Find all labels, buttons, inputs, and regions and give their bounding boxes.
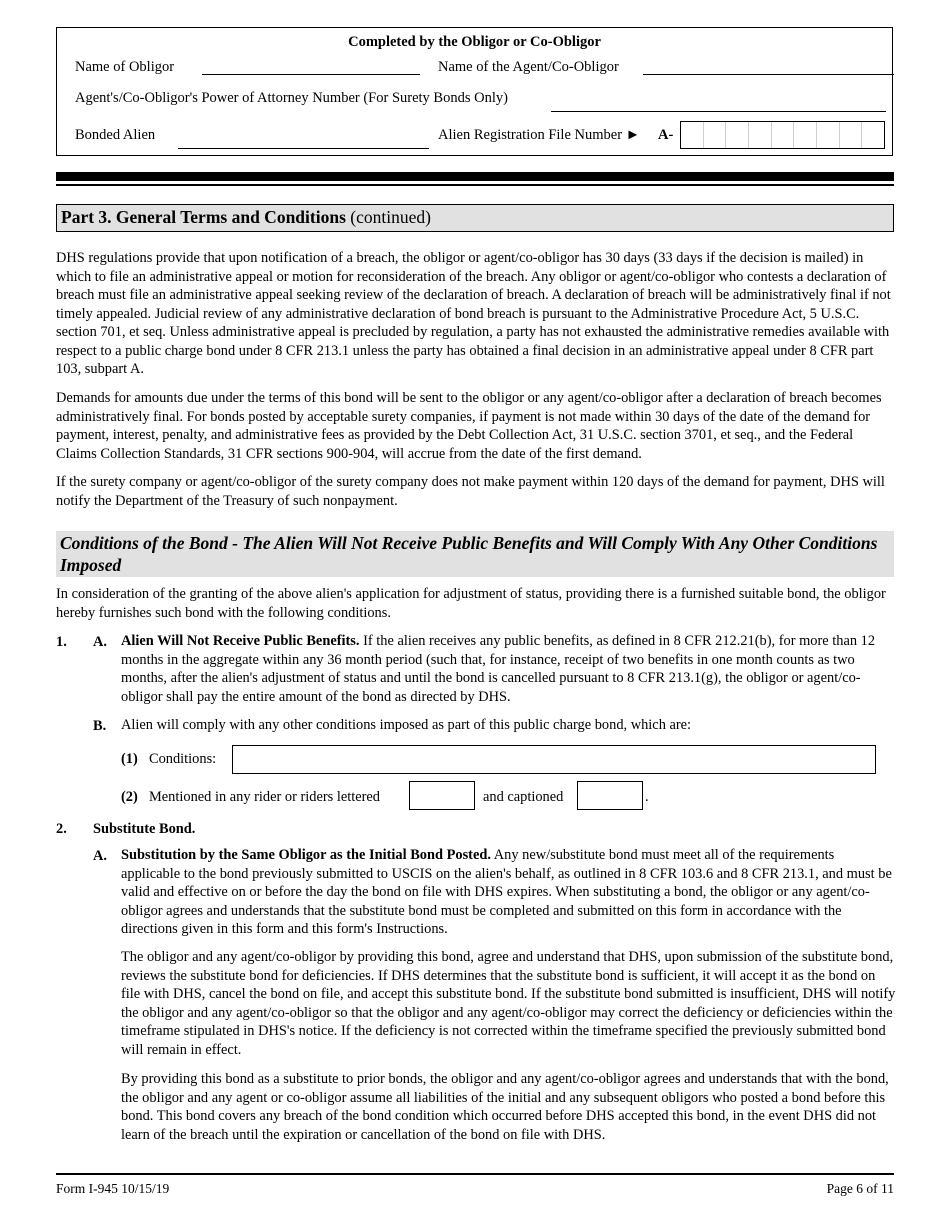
- item-1-number: 1.: [56, 634, 67, 650]
- item-1a-body: If the alien receives any public benefits, as defined in 8 CFR 212.21(b), for more than 12 months in the aggregate within any 36 month period (such that, for instance, receipt of two benefits in one month counts as two months, after the alien's adjustment of status and until the bond is cancelled pursuant to 8 CFR 213.1(g), the obligor or agent/co-obligor shall pay the entire amount of the bond as directed by DHS.: [121, 633, 876, 705]
- part3-suffix: (continued): [345, 207, 431, 227]
- digit-cell: [817, 122, 840, 148]
- item-1a-text: [121, 632, 891, 706]
- sub1-number: (1): [121, 751, 138, 767]
- captioned-input[interactable]: [577, 781, 643, 810]
- rider-lettered-label: Mentioned in any rider or riders lettered: [149, 789, 380, 805]
- digit-cell: [749, 122, 772, 148]
- conditions-intro: In consideration of the granting of the above alien's application for adjustment of status, providing there is a furnished suitable bond, the obligor hereby furnishes such bond with the following conditions.: [56, 586, 886, 621]
- conditions-input[interactable]: [232, 745, 876, 774]
- digit-cell: [772, 122, 795, 148]
- item-2-title: Substitute Bond.: [93, 821, 196, 837]
- header-title: Completed by the Obligor or Co-Obligor: [348, 34, 601, 50]
- item-2a-letter: A.: [93, 848, 107, 864]
- item-2-number: 2.: [56, 821, 67, 837]
- item-2a-paragraph-2: The obligor and any agent/co-obligor by providing this bond, agree and understand that DHS, upon submission of the substitute bond, reviews the substitute bond for deficiencies. If DHS determines that the substitute bond is sufficient, it will accept it as the bond on file with DHS, cancel the bond on file, and accept this substitute bond. If the substitute bond submitted is insufficient, DHS will notify the obligor and any agent/co-obligor so that the obligor and any agent/co-obligor may correct the deficiency or deficiencies within the timeframe stipulated in DHS's notice. If the deficiency is not corrected within the timeframe specified the previously submitted bond will remain in effect.: [121, 949, 896, 1058]
- part3-paragraph-1: DHS regulations provide that upon notification of a breach, the obligor or agent/co-obligor has 30 days (33 days if the decision is mailed) in which to file an administrative appeal or motion for reconsideration of the breach. Any obligor or agent/co-obligor who contests a declaration of breach must file an administrative appeal seeking review of the declaration of breach. A declaration of breach will be administratively final if not timely appealed. Judicial review of any administrative declaration of bond breach is pursuant to the Administrative Procedure Act, 5 U.S.C. section 701, et seq. Unless administrative appeal is precluded by regulation, a party has not exhausted the administrative remedies available with respect to a public charge bond under 8 CFR 213.1 unless the party has obtained a final decision in an administrative appeal under 8 CFR part 103, subpart A.: [56, 250, 891, 377]
- bonded-alien-label: Bonded Alien: [75, 127, 156, 143]
- alien-registration-number-input[interactable]: [680, 121, 885, 149]
- part3-title: Part 3. General Terms and Conditions: [61, 207, 346, 227]
- part3-paragraph-2: Demands for amounts due under the terms of this bond will be sent to the obligor or any agent/co-obligor after a declaration of breach becomes administratively final. For bonds posted by acceptable surety companies, if payment is not made within 30 days of the date of the demand for payment, interest, penalty, and administrative fees as provided by the Debt Collection Act, 31 U.S.C. section 3701, et seq., and the Federal Claims Collection Standards, 31 CFR sections 900-904, will accrue from the date of the first demand.: [56, 390, 882, 462]
- bonded-alien-field[interactable]: [178, 148, 429, 149]
- item-2a-title: Substitution by the Same Obligor as the Initial Bond Posted.: [121, 847, 491, 863]
- conditions-heading: Conditions of the Bond - The Alien Will Not Receive Public Benefits and Will Comply With Any Other Conditions Imposed: [56, 531, 894, 577]
- digit-cell: [704, 122, 727, 148]
- item-2a-body: Any new/substitute bond must meet all of the requirements applicable to the bond previously submitted to USCIS on the alien's behalf, as outlined in 8 CFR 103.6 and 8 CFR 213.1, and must be valid and effective on or before the day the bond on file with DHS expires. When substituting a bond, the obligor or any agent/co-obligor agrees and understands that the substitute bond must be completed and submitted on this form in accordance with the directions given in this form and this form's Instructions.: [121, 847, 892, 937]
- section-divider-thin: [56, 184, 894, 186]
- sub2-period: .: [645, 789, 649, 805]
- form-identifier: Form I-945 10/15/19: [56, 1181, 170, 1196]
- part3-paragraph-3: If the surety company or agent/co-obligor of the surety company does not make payment within 120 days of the demand for payment, DHS will notify the Department of the Treasury of such nonpayment.: [56, 474, 885, 509]
- conditions-label: Conditions:: [149, 751, 217, 767]
- digit-cell: [794, 122, 817, 148]
- rider-lettered-input[interactable]: [409, 781, 475, 810]
- alien-registration-label: Alien Registration File Number ►: [438, 127, 641, 143]
- agent-name-field[interactable]: [643, 74, 894, 75]
- part3-heading: [56, 204, 894, 232]
- item-2a-paragraph-3: By providing this bond as a substitute to prior bonds, the obligor and any agent/co-obligor agrees and understands that with the bond, the obligor and any agent or co-obligor assume all liabilities of the initial and any subsequent obligors who posted a bond before this bond. This bond covers any breach of the bond condition which occurred before DHS accepted this bond, in the event DHS did not learn of the breach until the expiration or cancellation of the bond on file with DHS.: [121, 1071, 889, 1143]
- obligor-header-box: [56, 27, 893, 156]
- agent-name-label: Name of the Agent/Co-Obligor: [438, 59, 619, 75]
- captioned-label: and captioned: [483, 789, 564, 805]
- section-divider-thick: [56, 172, 894, 181]
- item-2a-text: [121, 846, 893, 939]
- page-number: Page 6 of 11: [826, 1181, 894, 1196]
- alien-number-prefix: A-: [658, 127, 674, 143]
- digit-cell: [862, 122, 884, 148]
- digit-cell: [681, 122, 704, 148]
- item-1b-letter: B.: [93, 718, 107, 734]
- item-1b-text: Alien will comply with any other conditions imposed as part of this public charge bond, which are:: [121, 717, 692, 733]
- footer-divider: [56, 1173, 894, 1175]
- name-of-obligor-label: Name of Obligor: [75, 59, 175, 75]
- poa-number-field[interactable]: [551, 111, 886, 112]
- name-of-obligor-field[interactable]: [202, 74, 420, 75]
- item-1a-title: Alien Will Not Receive Public Benefits.: [121, 633, 360, 649]
- sub2-number: (2): [121, 789, 138, 805]
- digit-cell: [726, 122, 749, 148]
- poa-number-label: Agent's/Co-Obligor's Power of Attorney Number (For Surety Bonds Only): [75, 90, 508, 106]
- item-1a-letter: A.: [93, 634, 107, 650]
- digit-cell: [840, 122, 863, 148]
